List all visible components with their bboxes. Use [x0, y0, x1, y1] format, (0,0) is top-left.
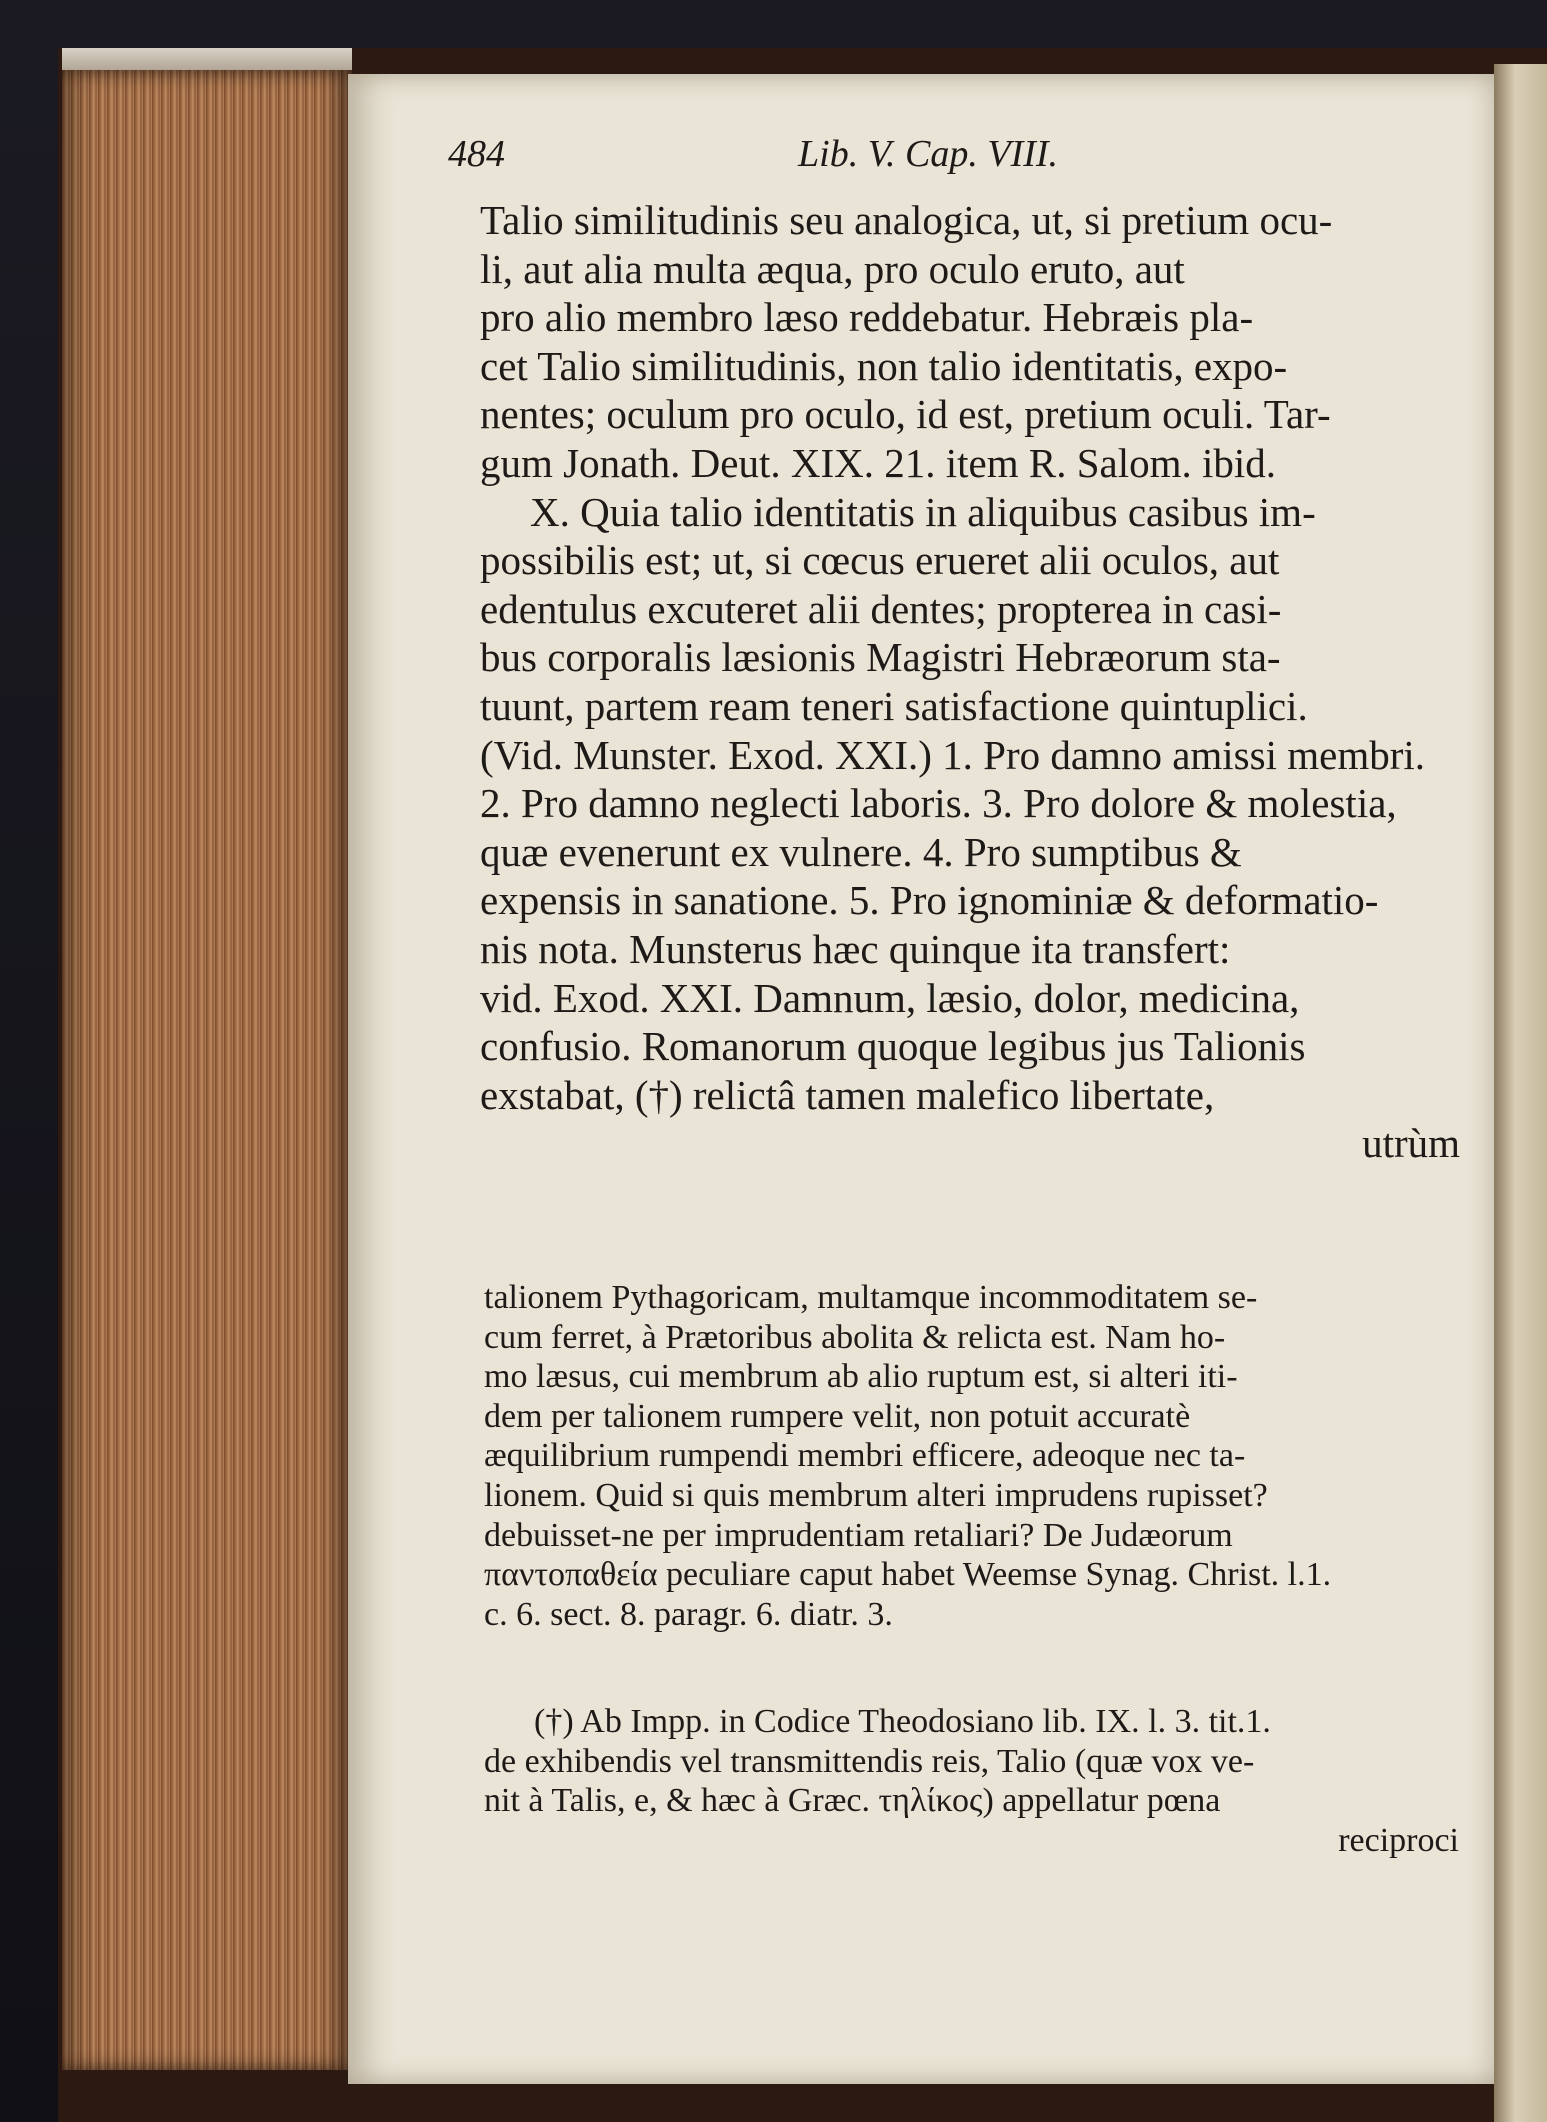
note-catchword: reciproci: [1338, 1821, 1459, 1859]
note-line: æquilibrium rumpendi membri efficere, adeoque nec ta-: [484, 1437, 1246, 1475]
text-line: possibilis est; ut, si cœcus erueret alii oculos, aut: [480, 537, 1280, 584]
note-line: lionem. Quid si quis membrum alteri imprudens rupisset?: [484, 1476, 1268, 1514]
note-line: cum ferret, à Prætoribus abolita & relicta est. Nam ho-: [484, 1318, 1226, 1356]
text-line: edentulus excuteret alii dentes; propterea in casi-: [480, 585, 1282, 632]
text-line: gum Jonath. Deut. XIX. 21. item R. Salom. ibid.: [480, 439, 1277, 486]
text-line: confusio. Romanorum quoque legibus jus Talionis: [480, 1023, 1306, 1070]
book-fore-edge: [62, 70, 352, 2070]
note-line: debuisset-ne per imprudentiam retaliari? De Judæorum: [484, 1516, 1233, 1554]
text-line: bus corporalis læsionis Magistri Hebræorum sta-: [480, 634, 1281, 681]
text-line: vid. Exod. XXI. Damnum, læsio, dolor, medicina,: [480, 974, 1300, 1021]
note-line: nit à Talis, e, & hæc à Græc. τηλίκος) appellatur pœna: [484, 1782, 1221, 1820]
footnote-dagger: [484, 1702, 1459, 1860]
note-line: talionem Pythagoricam, multamque incommoditatem se-: [484, 1279, 1258, 1316]
text-line: Talio similitudinis seu analogica, ut, si pretium ocu-: [480, 197, 1333, 243]
note-line: dem per talionem rumpere velit, non potuit accuratè: [484, 1397, 1191, 1435]
text-line: nis nota. Munsterus hæc quinque ita transfert:: [480, 925, 1231, 972]
text-line: nentes; oculum pro oculo, id est, pretium oculi. Tar-: [480, 391, 1331, 438]
text-line: pro alio membro læso reddebatur. Hebræis pla-: [480, 294, 1254, 341]
text-line: tuunt, partem ream teneri satisfactione quintuplici.: [480, 682, 1308, 729]
text-line: cet Talio similitudinis, non talio identitatis, expo-: [480, 342, 1288, 389]
note-line: mo læsus, cui membrum ab alio ruptum est, si alteri iti-: [484, 1358, 1238, 1396]
catchword: utrùm: [1362, 1120, 1460, 1167]
page-gutter: [1494, 64, 1547, 2122]
text-line: X. Quia talio identitatis in aliquibus casibus im-: [530, 488, 1316, 535]
note-line: (†) Ab Impp. in Codice Theodosiano lib. IX. l. 3. tit.1.: [534, 1703, 1271, 1740]
text-line: (Vid. Munster. Exod. XXI.) 1. Pro damno amissi membri.: [480, 731, 1426, 778]
main-text-block: [480, 196, 1460, 1168]
note-line: παντοπαθεία peculiare caput habet Weemse Synag. Christ. l.1.: [484, 1556, 1332, 1594]
note-line: c. 6. sect. 8. paragr. 6. diatr. 3.: [484, 1595, 893, 1633]
running-head: Lib. V. Cap. VIII.: [798, 133, 1059, 175]
footnote-continued: [484, 1278, 1459, 1634]
text-line: quæ evenerunt ex vulnere. 4. Pro sumptibus &: [480, 828, 1242, 875]
text-line: 2. Pro damno neglecti laboris. 3. Pro dolore & molestia,: [480, 780, 1397, 827]
text-line: exstabat, (†) relictâ tamen malefico libertate,: [480, 1071, 1215, 1118]
text-line: expensis in sanatione. 5. Pro ignominiæ & deformatio-: [480, 877, 1379, 924]
text-line: li, aut alia multa æqua, pro oculo eruto, aut: [480, 245, 1185, 292]
page-header: [448, 132, 1458, 202]
note-line: de exhibendis vel transmittendis reis, Talio (quæ vox ve-: [484, 1742, 1255, 1780]
page-number: 484: [448, 133, 505, 175]
